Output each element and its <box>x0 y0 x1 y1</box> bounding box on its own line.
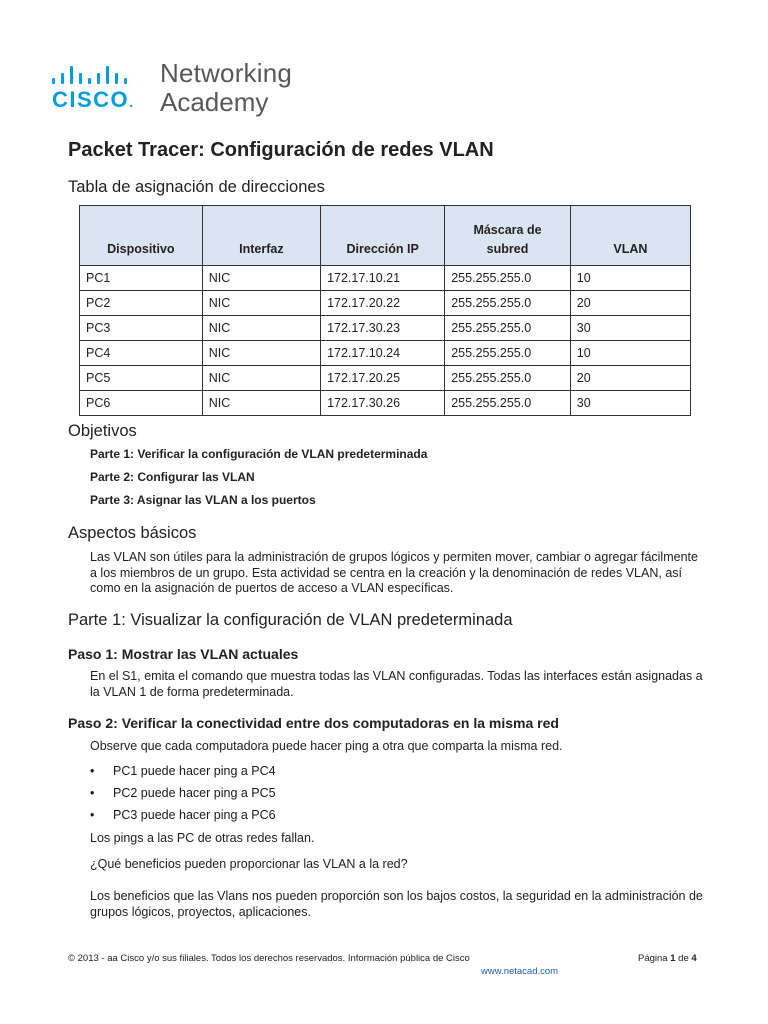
table-cell: 255.255.255.0 <box>445 366 571 391</box>
logo-networking-text: Networking <box>160 58 293 88</box>
question-text: ¿Qué beneficios pueden proporcionar las VLAN a la red? <box>90 857 408 871</box>
bullet-icon: • <box>90 786 95 800</box>
table-cell: 10 <box>570 266 690 291</box>
table-cell: 172.17.30.26 <box>321 391 445 416</box>
table-cell: 172.17.10.21 <box>321 266 445 291</box>
table-cell: NIC <box>202 316 320 341</box>
table-cell: 172.17.10.24 <box>321 341 445 366</box>
footer-page-number: Página 1 de 4 <box>638 953 697 964</box>
column-header: Interfaz <box>202 206 320 266</box>
objectives-heading: Objetivos <box>68 422 137 440</box>
table-cell: PC5 <box>80 366 203 391</box>
table-cell: 10 <box>570 341 690 366</box>
table-cell: 255.255.255.0 <box>445 291 571 316</box>
table-cell: PC2 <box>80 291 203 316</box>
step1-paragraph: En el S1, emita el comando que muestra todas las VLAN configuradas. Todas las interfaces están asignadas a la VLAN 1 de forma predeterminada. <box>90 669 703 699</box>
table-heading: Tabla de asignación de direcciones <box>68 178 325 196</box>
column-header: Dispositivo <box>80 206 203 266</box>
table-cell: 30 <box>570 391 690 416</box>
table-cell: PC4 <box>80 341 203 366</box>
table-cell: NIC <box>202 266 320 291</box>
column-header: Dirección IP <box>321 206 445 266</box>
bullet-icon: • <box>90 808 95 822</box>
logo-academy-text: Academy <box>160 87 269 117</box>
table-cell: 172.17.20.22 <box>321 291 445 316</box>
background-heading: Aspectos básicos <box>68 524 197 542</box>
addressing-table <box>79 205 691 416</box>
table-cell: 255.255.255.0 <box>445 316 571 341</box>
table-row <box>80 291 691 316</box>
column-header: Máscara de subred <box>445 206 571 266</box>
table-cell: 30 <box>570 316 690 341</box>
footer-copyright: © 2013 - aa Cisco y/o sus filiales. Todos los derechos reservados. Información pública de Cisco <box>68 953 470 964</box>
table-row <box>80 316 691 341</box>
table-header-row <box>80 206 691 266</box>
table-cell: 255.255.255.0 <box>445 391 571 416</box>
table-cell: NIC <box>202 391 320 416</box>
table-row <box>80 391 691 416</box>
table-cell: NIC <box>202 291 320 316</box>
table-cell: 20 <box>570 366 690 391</box>
cisco-bars-icon <box>52 62 144 84</box>
step2-intro: Observe que cada computadora puede hacer ping a otra que comparta la misma red. <box>90 739 563 753</box>
table-row <box>80 266 691 291</box>
background-paragraph: Las VLAN son útiles para la administración de grupos lógicos y permiten mover, cambiar o agregar fácilmente a los miembros de un grupo. Esta actividad se centra en la creación y la denominación de redes VLAN, así como en la asignación de puertos de acceso a VLAN específicas. <box>90 550 698 595</box>
footer-link[interactable]: www.netacad.com <box>481 966 559 977</box>
answer-text: Los beneficios que las Vlans nos pueden proporción son los bajos costos, la seguridad en la administración de grupos lógicos, proyectos, aplicaciones. <box>90 889 703 919</box>
table-row <box>80 366 691 391</box>
objective-item: Parte 1: Verificar la configuración de VLAN predeterminada <box>90 447 428 461</box>
step1-heading: Paso 1: Mostrar las VLAN actuales <box>68 646 299 662</box>
bullet-icon: • <box>90 764 95 778</box>
table-cell: PC6 <box>80 391 203 416</box>
objective-item: Parte 3: Asignar las VLAN a los puertos <box>90 493 316 507</box>
table-cell: PC3 <box>80 316 203 341</box>
table-cell: 255.255.255.0 <box>445 341 571 366</box>
table-cell: PC1 <box>80 266 203 291</box>
table-cell: 172.17.30.23 <box>321 316 445 341</box>
cisco-networking-academy-logo <box>52 58 312 118</box>
table-cell: 255.255.255.0 <box>445 266 571 291</box>
step2-heading: Paso 2: Verificar la conectividad entre dos computadoras en la misma red <box>68 715 559 731</box>
column-header: VLAN <box>570 206 690 266</box>
page-title: Packet Tracer: Configuración de redes VLAN <box>68 139 494 161</box>
table-cell: NIC <box>202 341 320 366</box>
table-cell: NIC <box>202 366 320 391</box>
table-row <box>80 341 691 366</box>
table-cell: 20 <box>570 291 690 316</box>
objective-item: Parte 2: Configurar las VLAN <box>90 470 255 484</box>
table-cell: 172.17.20.25 <box>321 366 445 391</box>
part1-heading: Parte 1: Visualizar la configuración de VLAN predeterminada <box>68 611 513 629</box>
fail-text: Los pings a las PC de otras redes fallan. <box>90 831 315 845</box>
cisco-wordmark: CISCO. <box>52 87 135 112</box>
